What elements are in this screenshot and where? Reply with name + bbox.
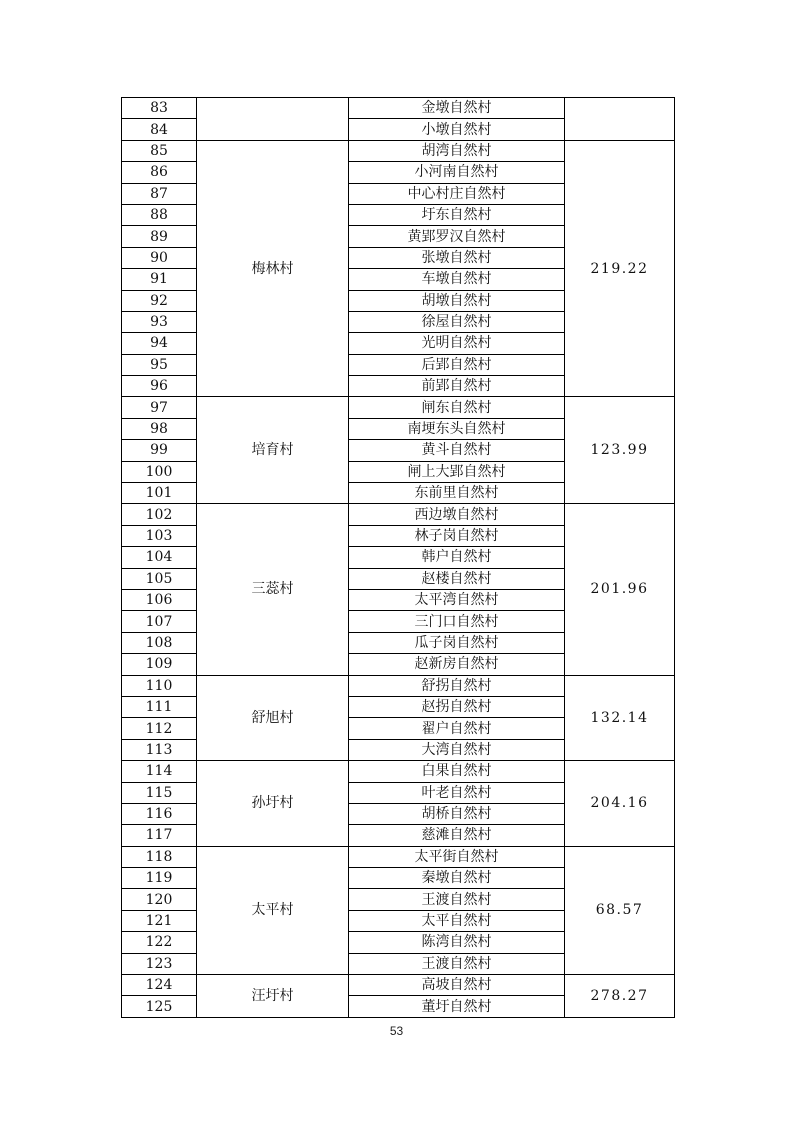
table-row [122,397,675,418]
village-table-body [122,98,675,1018]
natural-village-name: 赵新房自然村 [349,654,565,675]
natural-village-name: 太平湾自然村 [349,589,565,610]
row-number: 88 [122,204,197,225]
natural-village-name: 太平街自然村 [349,846,565,867]
row-number: 117 [122,825,197,846]
area-value [565,98,675,141]
row-number: 114 [122,761,197,782]
row-number: 115 [122,782,197,803]
row-number: 120 [122,889,197,910]
administrative-village: 舒旭村 [197,675,349,761]
row-number: 85 [122,140,197,161]
row-number: 104 [122,547,197,568]
row-number: 105 [122,568,197,589]
area-value: 68.57 [565,846,675,974]
table-row [122,761,675,782]
row-number: 100 [122,461,197,482]
natural-village-name: 光明自然村 [349,333,565,354]
natural-village-name: 林子岗自然村 [349,525,565,546]
row-number: 83 [122,98,197,119]
row-number: 109 [122,654,197,675]
row-number: 107 [122,611,197,632]
natural-village-name: 小河南自然村 [349,162,565,183]
row-number: 116 [122,803,197,824]
natural-village-name: 前郢自然村 [349,376,565,397]
row-number: 91 [122,269,197,290]
administrative-village: 梅林村 [197,140,349,397]
administrative-village: 汪圩村 [197,975,349,1018]
natural-village-name: 高坡自然村 [349,975,565,996]
row-number: 86 [122,162,197,183]
row-number: 92 [122,290,197,311]
administrative-village: 太平村 [197,846,349,974]
natural-village-name: 闸上大郢自然村 [349,461,565,482]
natural-village-name: 大湾自然村 [349,739,565,760]
row-number: 119 [122,868,197,889]
row-number: 125 [122,996,197,1017]
row-number: 93 [122,311,197,332]
natural-village-name: 慈滩自然村 [349,825,565,846]
natural-village-name: 太平自然村 [349,910,565,931]
natural-village-name: 白果自然村 [349,761,565,782]
natural-village-name: 西边墩自然村 [349,504,565,525]
row-number: 101 [122,483,197,504]
administrative-village: 孙圩村 [197,761,349,847]
natural-village-name: 董圩自然村 [349,996,565,1017]
natural-village-name: 圩东自然村 [349,204,565,225]
row-number: 121 [122,910,197,931]
natural-village-name: 叶老自然村 [349,782,565,803]
row-number: 123 [122,953,197,974]
natural-village-name: 王渡自然村 [349,889,565,910]
row-number: 102 [122,504,197,525]
area-value: 219.22 [565,140,675,397]
table-row [122,675,675,696]
natural-village-name: 徐屋自然村 [349,311,565,332]
natural-village-name: 闸东自然村 [349,397,565,418]
page-number: 53 [389,1024,404,1038]
row-number: 110 [122,675,197,696]
table-row [122,140,675,161]
table-row [122,846,675,867]
row-number: 108 [122,632,197,653]
natural-village-name: 金墩自然村 [349,98,565,119]
natural-village-name: 南埂东头自然村 [349,418,565,439]
natural-village-name: 舒拐自然村 [349,675,565,696]
row-number: 95 [122,354,197,375]
row-number: 118 [122,846,197,867]
row-number: 122 [122,932,197,953]
administrative-village: 三蕊村 [197,504,349,675]
row-number: 113 [122,739,197,760]
area-value: 204.16 [565,761,675,847]
row-number: 112 [122,718,197,739]
row-number: 124 [122,975,197,996]
table-row [122,975,675,996]
administrative-village: 培育村 [197,397,349,504]
natural-village-name: 瓜子岗自然村 [349,632,565,653]
row-number: 87 [122,183,197,204]
natural-village-name: 胡湾自然村 [349,140,565,161]
row-number: 94 [122,333,197,354]
village-table [121,97,675,1018]
row-number: 96 [122,376,197,397]
row-number: 106 [122,589,197,610]
natural-village-name: 东前里自然村 [349,483,565,504]
administrative-village [197,98,349,141]
row-number: 84 [122,119,197,140]
natural-village-name: 车墩自然村 [349,269,565,290]
row-number: 99 [122,440,197,461]
row-number: 111 [122,696,197,717]
natural-village-name: 后郢自然村 [349,354,565,375]
natural-village-name: 韩户自然村 [349,547,565,568]
natural-village-name: 胡墩自然村 [349,290,565,311]
natural-village-name: 王渡自然村 [349,953,565,974]
area-value: 278.27 [565,975,675,1018]
natural-village-name: 中心村庄自然村 [349,183,565,204]
area-value: 123.99 [565,397,675,504]
natural-village-name: 胡桥自然村 [349,803,565,824]
natural-village-name: 陈湾自然村 [349,932,565,953]
area-value: 132.14 [565,675,675,761]
natural-village-name: 赵楼自然村 [349,568,565,589]
row-number: 103 [122,525,197,546]
natural-village-name: 黄斗自然村 [349,440,565,461]
natural-village-name: 张墩自然村 [349,247,565,268]
table-row [122,98,675,119]
natural-village-name: 黄郢罗汉自然村 [349,226,565,247]
natural-village-name: 赵拐自然村 [349,696,565,717]
natural-village-name: 翟户自然村 [349,718,565,739]
natural-village-name: 三门口自然村 [349,611,565,632]
natural-village-name: 秦墩自然村 [349,868,565,889]
row-number: 98 [122,418,197,439]
area-value: 201.96 [565,504,675,675]
table-row [122,504,675,525]
row-number: 89 [122,226,197,247]
row-number: 97 [122,397,197,418]
row-number: 90 [122,247,197,268]
natural-village-name: 小墩自然村 [349,119,565,140]
